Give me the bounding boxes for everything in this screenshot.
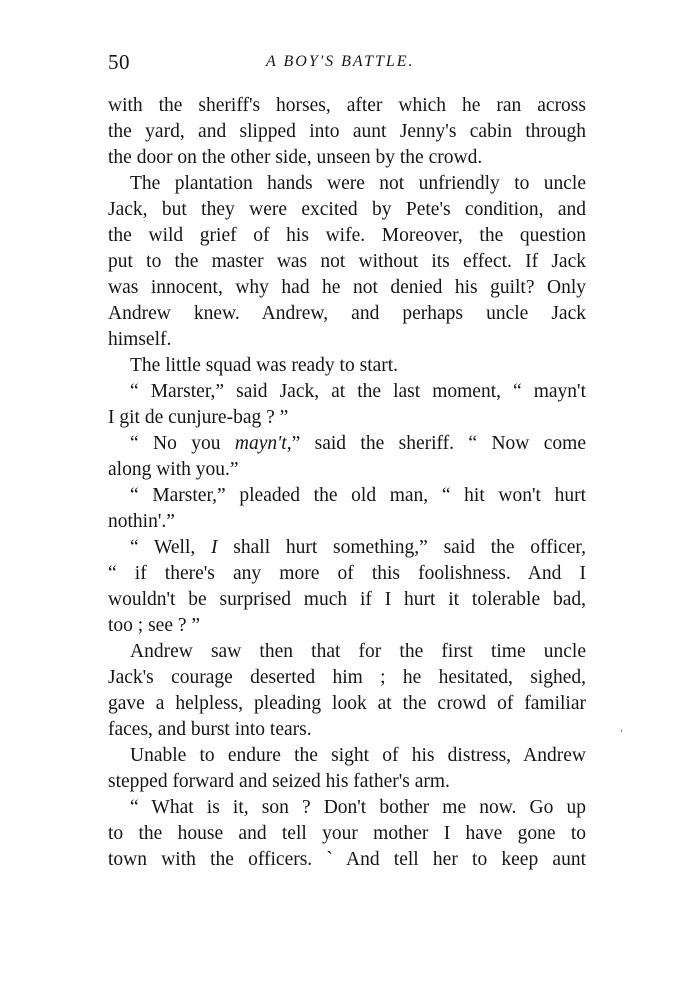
text-line: faces, and burst into tears. bbox=[108, 719, 312, 740]
text-line: was innocent, why had he not denied his guilt? Only bbox=[108, 277, 586, 298]
italic-word: mayn't bbox=[234, 433, 287, 454]
text-line: along with you.” bbox=[108, 459, 239, 480]
text-line bbox=[108, 431, 586, 457]
text-line: gave a helpless, pleading look at the crowd of familiar bbox=[108, 693, 586, 714]
text-line: himself. bbox=[108, 329, 172, 350]
text-run: “ No you bbox=[130, 433, 235, 454]
running-title: A BOY'S BATTLE. bbox=[266, 53, 415, 70]
text-line: “ Marster,” pleaded the old man, “ hit won't hurt bbox=[130, 485, 586, 506]
text-line: with the sheriff's horses, after which he ran across bbox=[108, 95, 586, 116]
text-line: Unable to endure the sight of his distress, Andrew bbox=[130, 745, 586, 766]
text-line: Jack, but they were excited by Pete's condition, and bbox=[108, 199, 586, 220]
text-line: to the house and tell your mother I have gone to bbox=[108, 823, 586, 844]
text-line: The plantation hands were not unfriendly to uncle bbox=[130, 173, 586, 194]
text-line: the wild grief of his wife. Moreover, the question bbox=[108, 225, 586, 246]
text-line: the yard, and slipped into aunt Jenny's cabin through bbox=[108, 121, 586, 142]
text-line: the door on the other side, unseen by the crowd. bbox=[108, 147, 483, 168]
text-run: shall hurt something,” said the officer, bbox=[217, 537, 587, 558]
text-line: “ What is it, son ? Don't bother me now. Go up bbox=[130, 797, 586, 818]
text-line: stepped forward and seized his father's arm. bbox=[108, 771, 450, 792]
text-line: nothin'.” bbox=[108, 511, 175, 532]
text-line: wouldn't be surprised much if I hurt it tolerable bad, bbox=[108, 589, 586, 610]
text-run: “ Well, bbox=[130, 537, 212, 558]
text-run: ,” said the sheriff. “ Now come bbox=[286, 433, 586, 454]
text-line: “ Marster,” said Jack, at the last moment, “ mayn't bbox=[130, 381, 586, 402]
text-line: too ; see ? ” bbox=[108, 615, 201, 636]
text-line bbox=[108, 535, 586, 561]
text-line: “ if there's any more of this foolishness. And I bbox=[108, 563, 586, 584]
text-line: town with the officers. ` And tell her to keep aunt bbox=[108, 849, 586, 870]
page-number: 50 bbox=[108, 50, 130, 74]
stray-ink-mark: ‘ bbox=[618, 726, 628, 740]
text-line: The little squad was ready to start. bbox=[130, 355, 399, 376]
body-text bbox=[108, 93, 586, 873]
text-line: put to the master was not without its effect. If Jack bbox=[108, 251, 586, 272]
text-line: Jack's courage deserted him ; he hesitated, sighed, bbox=[108, 667, 586, 688]
text-line: Andrew knew. Andrew, and perhaps uncle Jack bbox=[108, 303, 586, 324]
text-line: I git de cunjure-bag ? ” bbox=[108, 407, 289, 428]
page-header bbox=[108, 50, 586, 78]
text-line: Andrew saw then that for the first time uncle bbox=[130, 641, 586, 662]
italic-word: I bbox=[211, 537, 218, 558]
